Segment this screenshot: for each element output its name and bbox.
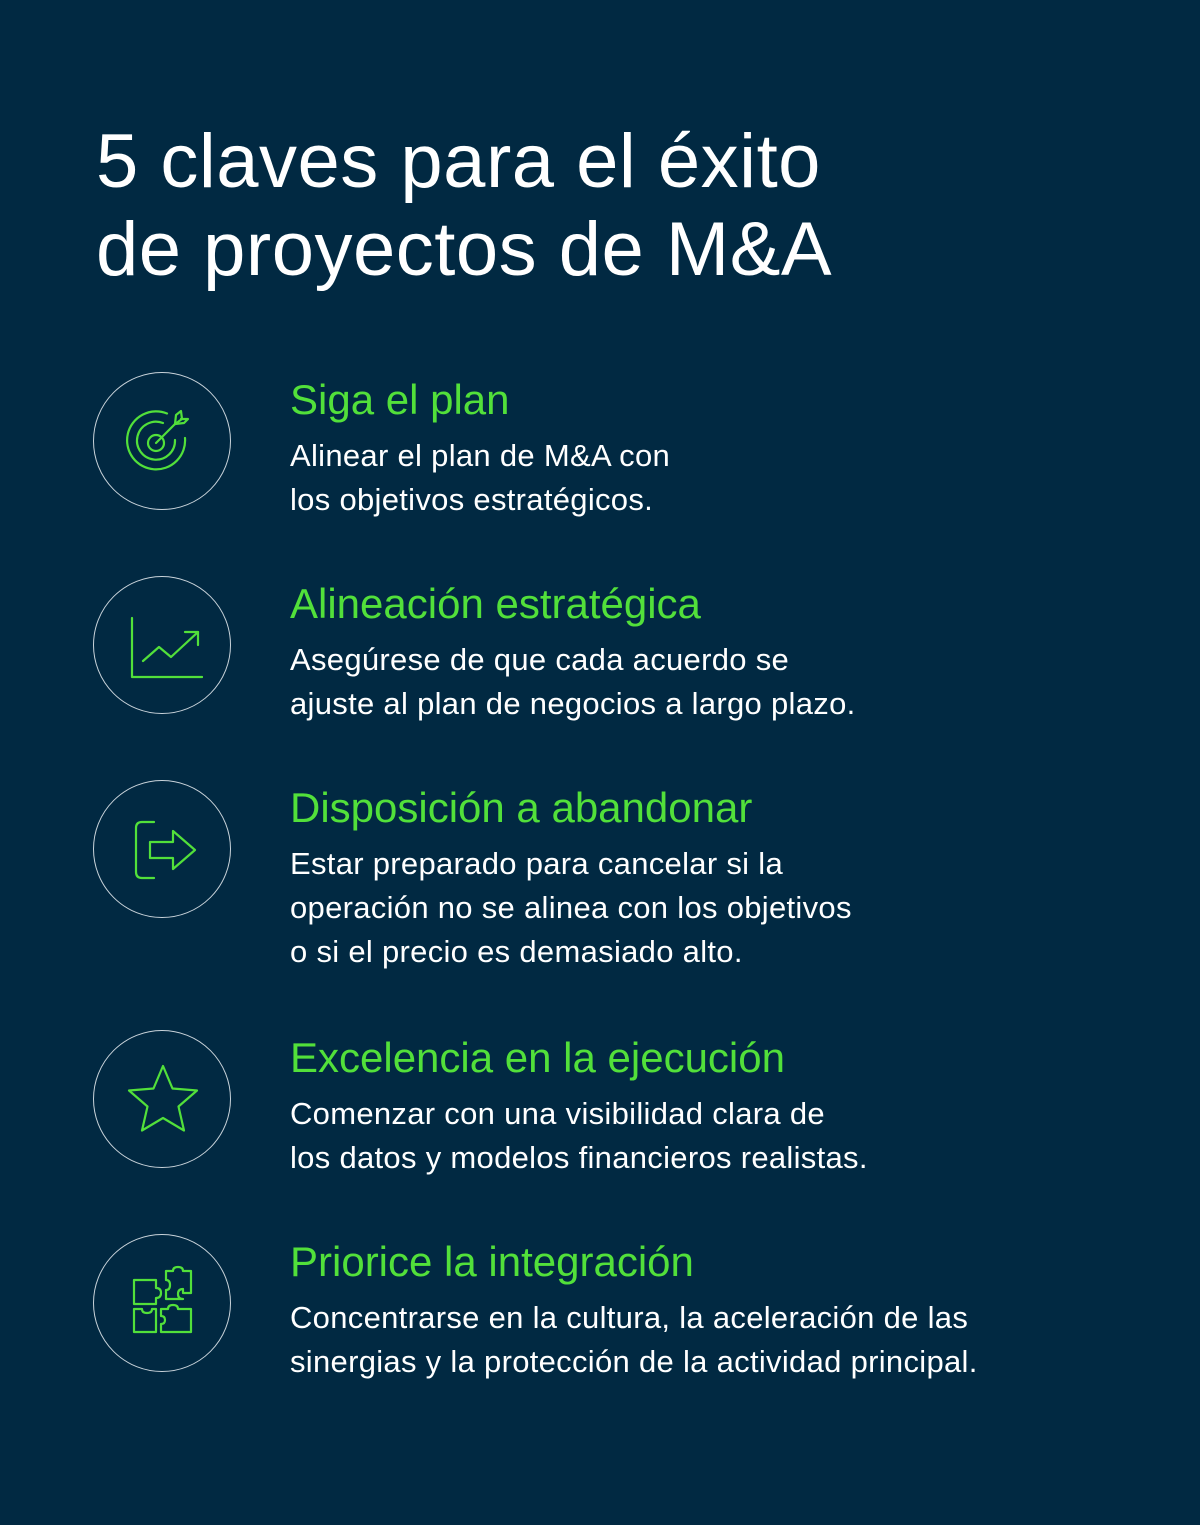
key-heading: Siga el plan [290, 376, 510, 423]
key-item-integration [93, 1234, 1173, 1379]
desc-line: Comenzar con una visibilidad clara de [290, 1096, 825, 1131]
desc-line: ajuste al plan de negocios a largo plazo. [290, 686, 856, 721]
desc-line: Estar preparado para cancelar si la [290, 846, 783, 881]
key-description [290, 638, 1170, 726]
key-heading: Alineación estratégica [290, 580, 701, 627]
key-heading: Excelencia en la ejecución [290, 1034, 785, 1081]
trend-chart-icon [123, 606, 203, 686]
key-heading: Disposición a abandonar [290, 784, 753, 831]
key-item-execution [93, 1030, 1173, 1175]
puzzle-icon [123, 1264, 203, 1344]
icon-circle [93, 1234, 231, 1372]
desc-line: Concentrarse en la cultura, la aceleración de las [290, 1300, 969, 1335]
key-text [290, 782, 1170, 974]
desc-line: operación no se alinea con los objetivos [290, 890, 852, 925]
key-description [290, 1296, 1170, 1384]
title-line-2: de proyectos de M&A [96, 207, 833, 292]
key-item-walk-away [93, 780, 1173, 969]
page-title [96, 118, 1200, 294]
desc-line: o si el precio es demasiado alto. [290, 934, 743, 969]
icon-circle [93, 372, 231, 510]
key-text [290, 1236, 1170, 1384]
icon-circle [93, 780, 231, 918]
title-line-1: 5 claves para el éxito [96, 119, 821, 204]
key-list [93, 372, 1173, 1379]
target-icon [123, 402, 203, 482]
key-heading: Priorice la integración [290, 1238, 694, 1285]
key-description [290, 434, 1170, 522]
desc-line: sinergias y la protección de la actividad principal. [290, 1344, 978, 1379]
exit-arrow-icon [123, 810, 203, 890]
desc-line: Alinear el plan de M&A con [290, 438, 671, 473]
key-text [290, 374, 1170, 522]
desc-line: los objetivos estratégicos. [290, 482, 654, 517]
key-text [290, 578, 1170, 726]
icon-circle [93, 1030, 231, 1168]
key-description [290, 1092, 1170, 1180]
key-item-plan [93, 372, 1173, 517]
desc-line: los datos y modelos financieros realistas. [290, 1140, 868, 1175]
icon-circle [93, 576, 231, 714]
key-item-alignment [93, 576, 1173, 721]
desc-line: Asegúrese de que cada acuerdo se [290, 642, 790, 677]
star-icon [123, 1060, 203, 1140]
key-text [290, 1032, 1170, 1180]
key-description [290, 842, 1170, 974]
